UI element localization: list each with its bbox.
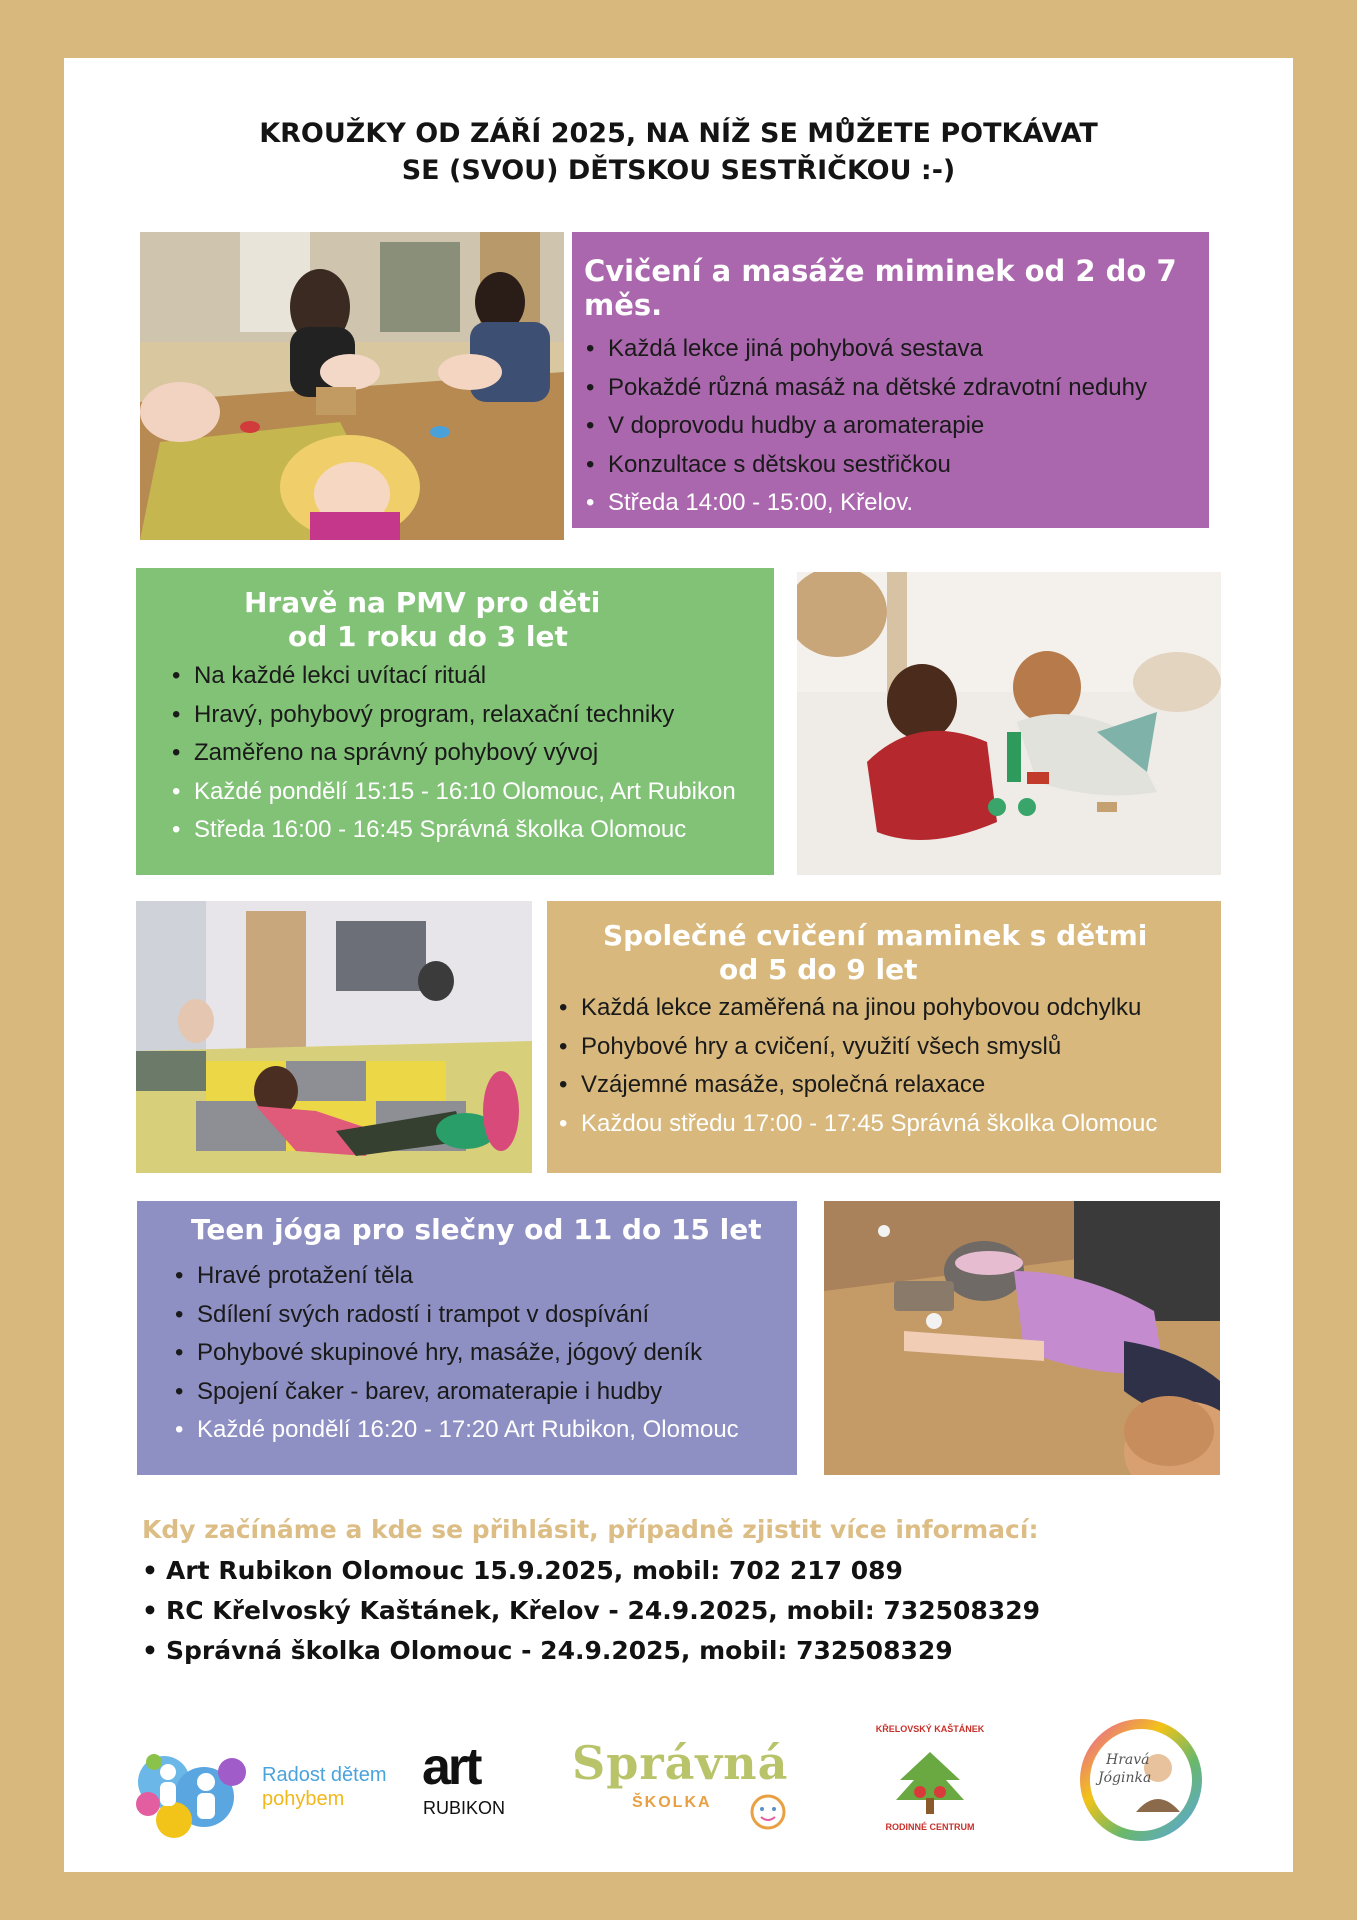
schedule-item: • Každé pondělí 16:20 - 17:20 Art Rubikon, Olomouc: [173, 1411, 797, 1450]
joginka-line-2: Jóginka: [1098, 1770, 1152, 1786]
card-title-line-1: Hravě na PMV pro děti: [244, 586, 601, 619]
photo-kids-playing: [797, 572, 1221, 875]
spravna-sub: ŠKOLKA: [632, 1794, 712, 1811]
photo-mothers-kids-gym: [136, 901, 532, 1173]
card-title-line-2: od 5 do 9 let: [719, 953, 918, 986]
list-item: • Konzultace s dětskou sestřičkou: [584, 446, 1209, 485]
spravna-face-icon: [748, 1792, 788, 1832]
list-item: • Pokaždé různá masáž na dětské zdravotní neduhy: [584, 369, 1209, 408]
contact-list: [142, 1551, 1040, 1671]
info-section: [142, 1513, 1040, 1671]
radost-line-1: Radost dětem: [262, 1764, 387, 1786]
feature-list: [137, 1257, 797, 1450]
card-title: Teen jóga pro slečny od 11 do 15 let: [191, 1213, 762, 1246]
card-title-line-1: Společné cvičení maminek s dětmi: [603, 919, 1148, 952]
radost-children-icon: [134, 1742, 264, 1842]
list-item: • Každá lekce zaměřená na jinou pohybovou odchylku: [557, 989, 1221, 1028]
list-item: • Vzájemné masáže, společná relaxace: [557, 1066, 1221, 1105]
list-item: • Hravé protažení těla: [173, 1257, 797, 1296]
kastanek-top-label: KŘELOVSKÝ KAŠTÁNEK: [875, 1724, 985, 1734]
radost-line-2: pohybem: [262, 1788, 345, 1810]
card-baby-exercise: [572, 232, 1209, 528]
logo-hrava-joginka: [1076, 1716, 1206, 1844]
title-line-1: KROUŽKY OD ZÁŘÍ 2025, NA NÍŽ SE MŮŽETE POTKÁVAT: [259, 118, 1098, 149]
card-title: [136, 586, 774, 654]
spravna-word: Správná: [572, 1736, 789, 1790]
logo-spravna-skolka: [570, 1728, 790, 1838]
card-pmv-toddlers: [136, 568, 774, 875]
info-heading: Kdy začínáme a kde se přihlásit, případně zjistit více informací:: [142, 1515, 1039, 1544]
list-item: • Pohybové hry a cvičení, využití všech smyslů: [557, 1028, 1221, 1067]
feature-list: [584, 330, 1209, 523]
list-item: • Na každé lekci uvítací rituál: [170, 657, 774, 696]
logo-krelovsky-kastanek: [868, 1722, 992, 1842]
photo-baby-massage: [140, 232, 564, 540]
logo-art-rubikon: [418, 1740, 518, 1830]
list-item: • Spojení čaker - barev, aromaterapie i hudby: [173, 1373, 797, 1412]
schedule-item: • Středa 16:00 - 16:45 Správná školka Olomouc: [170, 811, 774, 850]
card-title-line-2: od 1 roku do 3 let: [288, 620, 568, 653]
feature-list: [136, 657, 774, 850]
list-item: • Pohybové skupinové hry, masáže, jógový deník: [173, 1334, 797, 1373]
list-item: • V doprovodu hudby a aromaterapie: [584, 407, 1209, 446]
photo-teen-yoga: [824, 1201, 1220, 1475]
list-item: • Každá lekce jiná pohybová sestava: [584, 330, 1209, 369]
schedule-item: • Každou středu 17:00 - 17:45 Správná školka Olomouc: [557, 1105, 1221, 1144]
list-item: • Hravý, pohybový program, relaxační techniky: [170, 696, 774, 735]
joginka-line-1: Hravá: [1106, 1752, 1150, 1768]
schedule-item: • Středa 14:00 - 15:00, Křelov.: [584, 484, 1209, 523]
logo-radost-detem-pohybem: [134, 1742, 394, 1842]
contact-item: • RC Křelvoský Kaštánek, Křelov - 24.9.2025, mobil: 732508329: [142, 1591, 1040, 1631]
schedule-item: • Každé pondělí 15:15 - 16:10 Olomouc, Art Rubikon: [170, 773, 774, 812]
card-title: [547, 919, 1221, 987]
list-item: • Zaměřeno na správný pohybový vývoj: [170, 734, 774, 773]
contact-item: • Art Rubikon Olomouc 15.9.2025, mobil: 702 217 089: [142, 1551, 1040, 1591]
list-item: • Sdílení svých radostí i trampot v dospívání: [173, 1296, 797, 1335]
card-teen-yoga: [137, 1201, 797, 1475]
card-title: Cvičení a masáže miminek od 2 do 7 měs.: [584, 254, 1177, 322]
art-name: RUBIKON: [423, 1798, 506, 1818]
kastanek-bottom-label: RODINNÉ CENTRUM: [885, 1822, 975, 1832]
art-mark: art: [422, 1738, 480, 1796]
card-mothers-children: [547, 901, 1221, 1173]
contact-item: • Správná školka Olomouc - 24.9.2025, mobil: 732508329: [142, 1631, 1040, 1671]
feature-list: [547, 989, 1221, 1143]
page-title: [0, 115, 1357, 189]
title-line-2: SE (SVOU) DĚTSKOU SESTŘIČKOU :-): [401, 155, 956, 186]
